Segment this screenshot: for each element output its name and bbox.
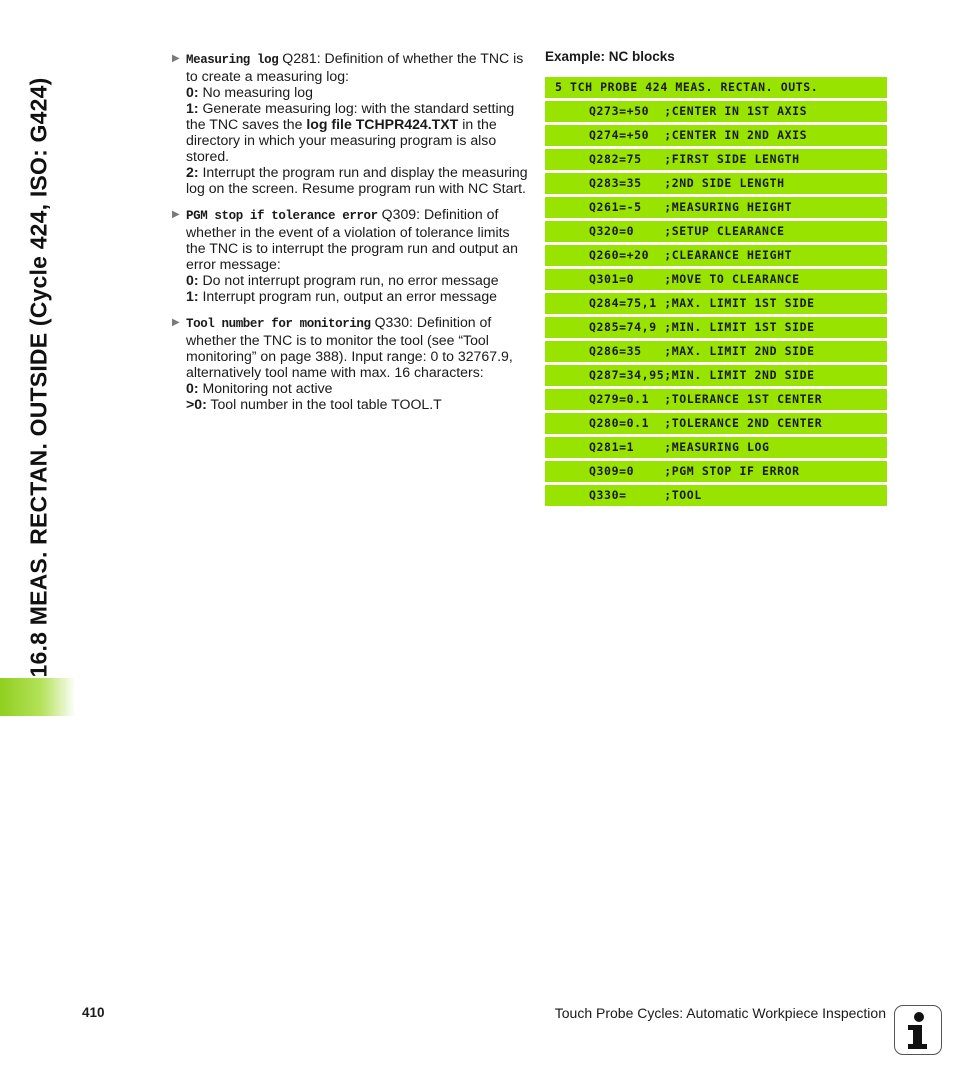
param-name: PGM stop if tolerance error (186, 209, 378, 223)
page-number: 410 (82, 1005, 105, 1020)
nc-block-line: Q320=0 ;SETUP CLEARANCE (545, 221, 887, 242)
log-file-name: log file TCHPR424.TXT (306, 116, 459, 132)
chapter-title-vertical (16, 40, 62, 715)
nc-block-line: Q273=+50 ;CENTER IN 1ST AXIS (545, 101, 887, 122)
option-text: Interrupt the program run and display the measuring log on the screen. Resume program run with NC Start. (186, 164, 528, 196)
param-intro: Q281: Definition of whether the TNC is to create a measuring log: (186, 50, 524, 84)
info-icon (894, 1005, 942, 1055)
param-intro: Q330: Definition of whether the TNC is to monitor the tool (see “Tool monitoring” on page 388). Input range: 0 to 32767.9, alternatively tool name with max. 16 characters: (186, 314, 513, 380)
option-key: 0: (186, 380, 199, 396)
option-line (186, 84, 530, 100)
nc-block-line: Q279=0.1 ;TOLERANCE 1ST CENTER (545, 389, 887, 410)
option-text: Do not interrupt program run, no error message (198, 272, 499, 288)
nc-block-line: Q301=0 ;MOVE TO CLEARANCE (545, 269, 887, 290)
option-text: Tool number in the tool table TOOL.T (206, 396, 442, 412)
option-line (186, 272, 530, 288)
option-text: Generate measuring log: with the standard setting the TNC saves the (186, 100, 515, 132)
nc-block-line: Q280=0.1 ;TOLERANCE 2ND CENTER (545, 413, 887, 434)
nc-block-line: Q284=75,1 ;MAX. LIMIT 1ST SIDE (545, 293, 887, 314)
triangle-bullet-icon: ▶ (172, 53, 180, 64)
parameter-list (170, 50, 530, 422)
book-title: Touch Probe Cycles: Automatic Workpiece Inspection (554, 1005, 886, 1021)
nc-block-line: Q282=75 ;FIRST SIDE LENGTH (545, 149, 887, 170)
option-key: 0: (186, 84, 199, 100)
param-name: Measuring log (186, 53, 279, 67)
triangle-bullet-icon: ▶ (172, 209, 180, 220)
chapter-tab (0, 678, 76, 716)
example-title: Example: NC blocks (545, 49, 675, 64)
param-description (186, 50, 530, 84)
option-line (186, 100, 530, 164)
option-key: 1: (186, 288, 199, 304)
nc-block-line: Q260=+20 ;CLEARANCE HEIGHT (545, 245, 887, 266)
option-line (186, 396, 530, 412)
nc-block-line: Q287=34,95;MIN. LIMIT 2ND SIDE (545, 365, 887, 386)
option-line (186, 288, 530, 304)
triangle-bullet-icon: ▶ (172, 317, 180, 328)
option-line (186, 164, 530, 196)
option-text: in the directory in which your measuring program is also stored. (186, 116, 497, 164)
option-text: No measuring log (198, 84, 313, 100)
option-line (186, 380, 530, 396)
option-key: 2: (186, 164, 199, 180)
param-intro: Q309: Definition of whether in the event of a violation of tolerance limits the TNC is to interrupt the program run and output an error message: (186, 206, 518, 272)
nc-example (545, 49, 887, 509)
param-name: Tool number for monitoring (186, 317, 371, 331)
option-key: >0: (186, 396, 207, 412)
param-measuring-log (170, 50, 530, 196)
option-text: Interrupt program run, output an error message (198, 288, 498, 304)
nc-block-line: Q286=35 ;MAX. LIMIT 2ND SIDE (545, 341, 887, 362)
param-tool-monitoring (170, 314, 530, 412)
param-description (186, 206, 530, 272)
nc-block-line: Q309=0 ;PGM STOP IF ERROR (545, 461, 887, 482)
nc-block-line: Q281=1 ;MEASURING LOG (545, 437, 887, 458)
nc-block-line: Q261=-5 ;MEASURING HEIGHT (545, 197, 887, 218)
nc-block-line: Q283=35 ;2ND SIDE LENGTH (545, 173, 887, 194)
nc-block-line: Q274=+50 ;CENTER IN 2ND AXIS (545, 125, 887, 146)
option-text: Monitoring not active (198, 380, 333, 396)
nc-block-line: Q285=74,9 ;MIN. LIMIT 1ST SIDE (545, 317, 887, 338)
nc-block-line: Q330= ;TOOL (545, 485, 887, 506)
nc-block-line: 5 TCH PROBE 424 MEAS. RECTAN. OUTS. (545, 77, 887, 98)
param-description (186, 314, 530, 380)
param-pgm-stop (170, 206, 530, 304)
option-key: 0: (186, 272, 199, 288)
option-key: 1: (186, 100, 199, 116)
chapter-title-text: 16.8 MEAS. RECTAN. OUTSIDE (Cycle 424, ISO: G424) (25, 77, 52, 678)
